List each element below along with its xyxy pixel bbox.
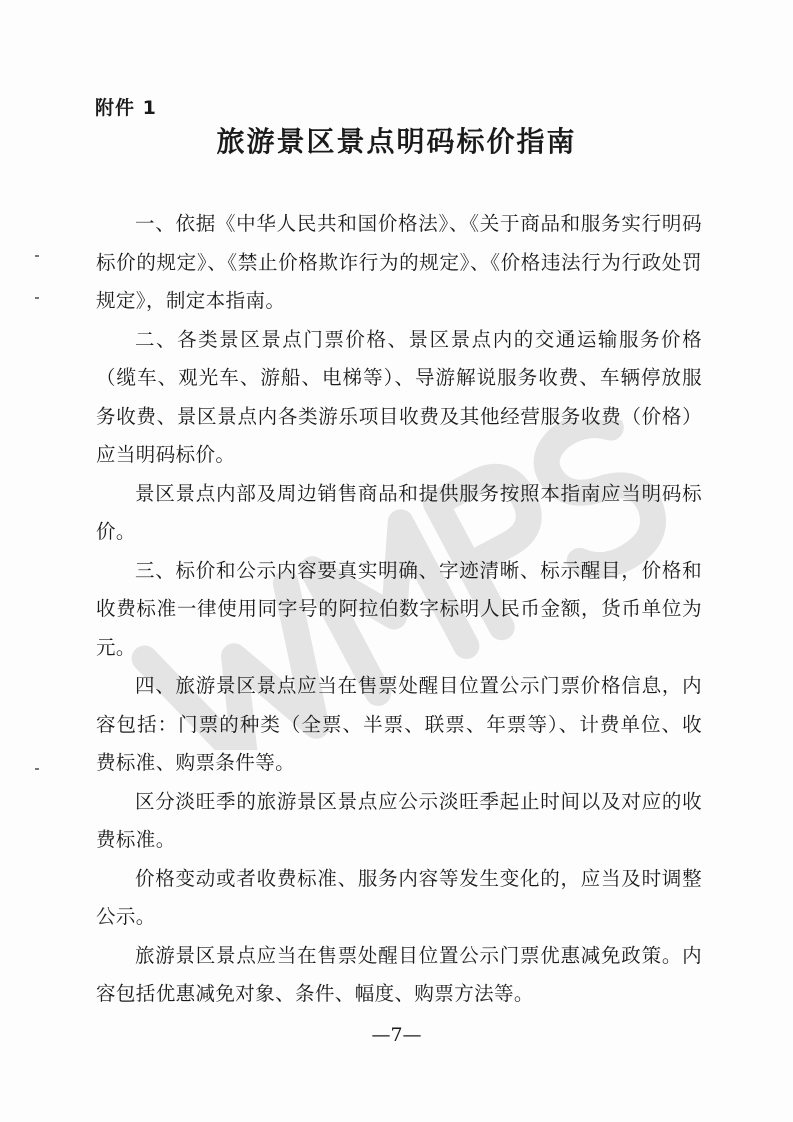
page-title: 旅游景区景点明码标价指南: [216, 125, 577, 158]
paragraph-3: 景区景点内部及周边销售商品和提供服务按照本指南应当明码标价。: [96, 481, 702, 543]
page-number: —7—: [371, 1024, 422, 1046]
paragraph-6: 区分淡旺季的旅游景区景点应公示淡旺季起止时间以及对应的收费标准。: [96, 789, 702, 851]
attachment-label: 附件 1: [95, 97, 157, 119]
scan-mark: [35, 255, 39, 257]
paragraph-7: 价格变动或者收费标准、服务内容等发生变化的，应当及时调整公示。: [96, 866, 702, 928]
scan-mark: [35, 768, 39, 770]
document-body: [96, 205, 702, 1014]
paragraph-1: 一、依据《中华人民共和国价格法》、《关于商品和服务实行明码标价的规定》、《禁止价格欺诈行为的规定》、《价格违法行为行政处罚规定》，制定本指南。: [96, 212, 702, 312]
paragraph-5: 四、旅游景区景点应当在售票处醒目位置公示门票价格信息，内容包括：门票的种类（全票、半票、联票、年票等）、计费单位、收费标准、购票条件等。: [96, 674, 702, 774]
scan-mark: [35, 297, 39, 299]
paragraph-2: 二、各类景区景点门票价格、景区景点内的交通运输服务价格（缆车、观光车、游船、电梯等）、导游解说服务收费、车辆停放服务收费、景区景点内各类游乐项目收费及其他经营服务收费（价格）应当明码标价。: [96, 327, 702, 466]
paragraph-4: 三、标价和公示内容要真实明确、字迹清晰、标示醒目，价格和收费标准一律使用同字号的阿拉伯数字标明人民币金额，货币单位为元。: [96, 558, 702, 659]
paragraph-8: 旅游景区景点应当在售票处醒目位置公示门票优惠减免政策。内容包括优惠减免对象、条件、幅度、购票方法等。: [96, 943, 702, 1005]
